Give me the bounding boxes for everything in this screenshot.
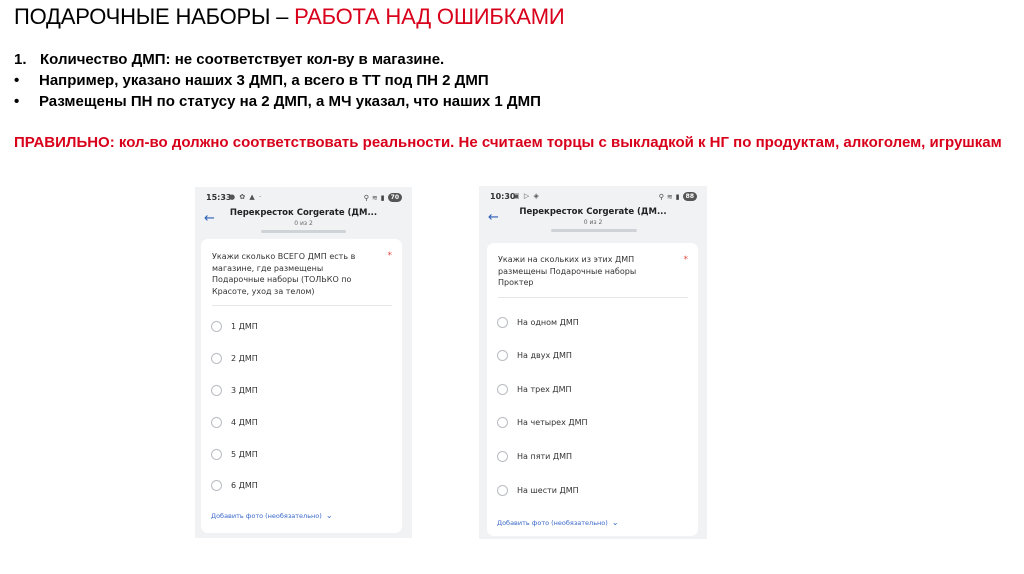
question-text: Укажи сколько ВСЕГО ДМП есть в магазине, где размещены Подарочные наборы (ТОЛЬКО по Красоте, уход за телом) [212,252,356,296]
question-card [487,243,698,536]
list-text: Размещены ПН по статусу на 2 ДМП, а МЧ указал, что наших 1 ДМП [39,93,541,110]
option-label: На двух ДМП [517,351,572,360]
list-text: Например, указано наших 3 ДМП, а всего в ТТ под ПН 2 ДМП [39,72,489,89]
status-bar [195,193,412,205]
correct-note: ПРАВИЛЬНО: кол-во должно соответствовать реальности. Не считаем торцы с выкладкой к НГ по продуктам, алкоголем, игрушкам [14,134,1002,151]
radio-icon[interactable] [497,451,508,462]
divider [498,297,688,298]
option-5[interactable] [211,449,258,460]
progress-bar [551,229,637,232]
progress-text: 0 из 2 [583,219,603,226]
option-label: 2 ДМП [231,354,258,363]
option-6[interactable] [497,485,579,496]
option-3[interactable] [211,385,258,396]
option-3[interactable] [497,384,572,395]
chevron-down-icon: ⌄ [325,511,333,520]
radio-icon[interactable] [211,449,222,460]
radio-icon[interactable] [497,417,508,428]
option-6[interactable] [211,480,258,491]
option-4[interactable] [497,417,588,428]
back-arrow-icon[interactable]: ← [488,210,499,225]
status-right [364,193,402,202]
list-text: Количество ДМП: не соответствует кол-ву в магазине. [40,51,445,68]
option-2[interactable] [497,350,572,361]
required-mark: * [387,251,392,261]
radio-icon[interactable] [211,417,222,428]
add-photo-link[interactable] [497,518,619,527]
notification-icons: ● ✿ ▲ · [229,193,263,201]
option-4[interactable] [211,417,258,428]
option-1[interactable] [211,321,258,332]
notification-icons: ▣ ▷ ◈ [513,192,540,200]
slide-title [14,4,564,30]
radio-icon[interactable] [211,385,222,396]
option-label: На одном ДМП [517,318,579,327]
app-title: Перекресток Corgerate (ДМ... [519,207,667,217]
wifi-icon: ≋ [666,192,673,201]
option-label: 1 ДМП [231,322,258,331]
progress-text: 0 из 2 [294,220,313,227]
option-label: На трех ДМП [517,385,572,394]
option-label: На четырех ДМП [517,418,588,427]
divider [212,305,392,306]
signal-icon: ▮ [380,193,385,202]
radio-icon[interactable] [211,480,222,491]
question-card [201,239,402,533]
progress-bar [261,230,346,233]
add-photo-label: Добавить фото (необязательно) [211,511,322,520]
radio-icon[interactable] [497,317,508,328]
question-text: Укажи на скольких из этих ДМП размещены Подарочные наборы Проктер [498,255,637,287]
phone-screenshot-left [195,187,412,538]
status-right [659,192,697,201]
option-label: 3 ДМП [231,386,258,395]
list-marker: • [14,72,20,89]
location-icon: ⚲ [363,193,369,202]
phone-screenshot-right [479,186,707,539]
radio-icon[interactable] [497,384,508,395]
radio-icon[interactable] [497,485,508,496]
status-time: 10:30 [490,192,516,201]
battery-icon: 88 [683,192,697,201]
issue-list [14,49,541,112]
list-marker: • [14,93,20,110]
title-red: РАБОТА НАД ОШИБКАМИ [294,4,565,29]
option-label: 5 ДМП [231,450,258,459]
radio-icon[interactable] [211,353,222,364]
radio-icon[interactable] [211,321,222,332]
option-1[interactable] [497,317,579,328]
radio-icon[interactable] [497,350,508,361]
add-photo-link[interactable] [211,511,333,520]
add-photo-label: Добавить фото (необязательно) [497,518,608,527]
wifi-icon: ≋ [371,193,378,202]
option-5[interactable] [497,451,572,462]
option-2[interactable] [211,353,258,364]
option-label: 6 ДМП [231,481,258,490]
option-label: 4 ДМП [231,418,258,427]
back-arrow-icon[interactable]: ← [204,211,215,226]
app-title: Перекресток Corgerate (ДМ... [229,208,378,218]
list-item [14,70,541,91]
list-item [14,49,541,70]
battery-icon: 70 [388,193,402,202]
required-mark: * [683,255,688,265]
status-bar [479,192,707,204]
title-black: ПОДАРОЧНЫЕ НАБОРЫ – [14,4,295,29]
option-label: На пяти ДМП [517,452,573,461]
signal-icon: ▮ [675,192,680,201]
status-time: 15:33 [206,193,232,202]
location-icon: ⚲ [658,192,664,201]
list-marker: 1. [14,51,27,68]
option-label: На шести ДМП [517,486,579,495]
list-item [14,91,541,112]
chevron-down-icon: ⌄ [611,518,619,527]
